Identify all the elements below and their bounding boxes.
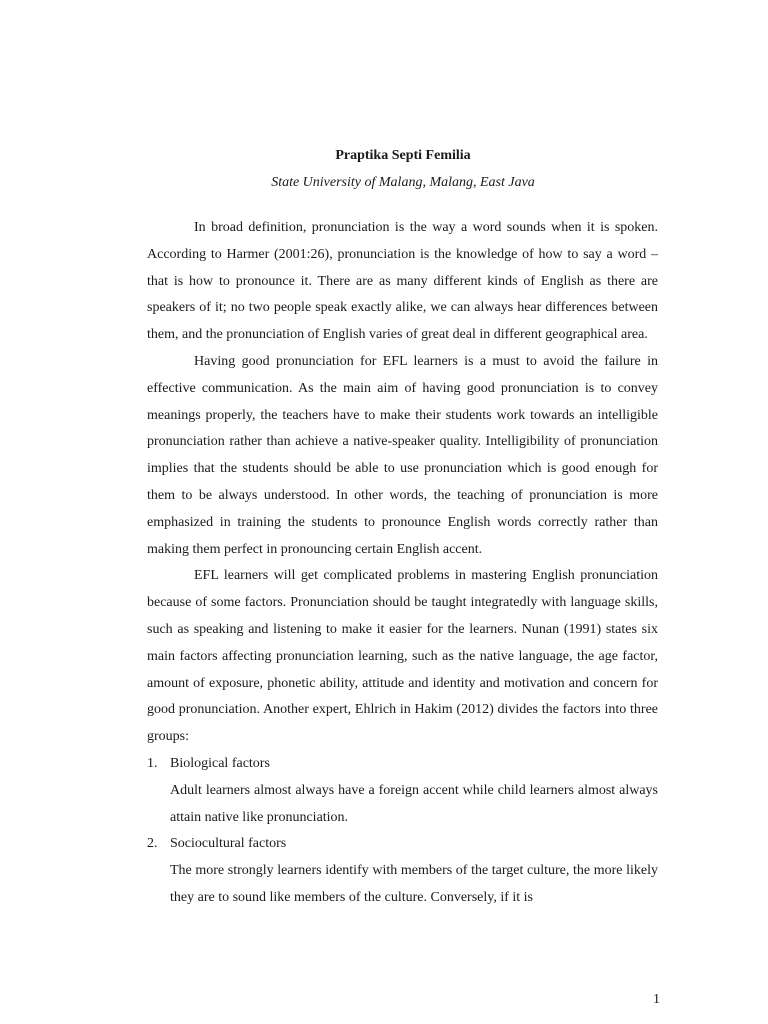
list-item (147, 831, 658, 911)
body-text (147, 215, 658, 912)
paragraph-importance: Having good pronunciation for EFL learners is a must to avoid the failure in effective communication. As the main aim of having good pronunciation is to convey meanings properly, the teachers have to make their students work towards an intelligible pronunciation rather than achieve a native-speaker quality. Intelligibility of pronunciation implies that the students should be able to use pronunciation which is good enough for them to be always understood. In other words, the teaching of pronunciation is more emphasized in training the students to pronounce English words correctly rather than making them perfect in pronouncing certain English accent. (147, 353, 658, 557)
list-item-heading: Biological factors (170, 755, 270, 771)
list-item-description: Adult learners almost always have a foreign accent while child learners almost always attain native like pronunciation. (170, 782, 658, 825)
author-affiliation: State University of Malang, Malang, East Java (271, 175, 535, 190)
list-item-heading: Sociocultural factors (170, 836, 287, 852)
paragraph-factors: EFL learners will get complicated problems in mastering English pronunciation because of some factors. Pronunciation should be taught integratedly with language skills, such as speaking and listening to make it easier for the learners. Nunan (1991) states six main factors affecting pronunciation learning, such as the native language, the age factor, amount of exposure, phonetic ability, attitude and identity and motivation and concern for good pronunciation. Another expert, Ehlrich in Hakim (2012) divides the factors into three groups: (147, 568, 658, 745)
paragraph-definition: In broad definition, pronunciation is the way a word sounds when it is spoken. According to Harmer (2001:26), pronunciation is the knowledge of how to say a word – that is how to pronounce it. There are as many different kinds of English as there are speakers of it; no two people speak exactly alike, we can always hear differences between them, and the pronunciation of English varies of great deal in different geographical area. (147, 220, 658, 343)
list-item-number: 1. (147, 755, 158, 771)
page-number: 1 (653, 992, 660, 1007)
author-name: Praptika Septi Femilia (335, 148, 471, 163)
list-item-description: The more strongly learners identify with members of the target culture, the more likely they are to sound like members of the culture. Conversely, if it is (170, 863, 658, 905)
factors-list (147, 751, 658, 912)
list-item-number: 2. (147, 836, 158, 852)
list-item (147, 751, 658, 831)
